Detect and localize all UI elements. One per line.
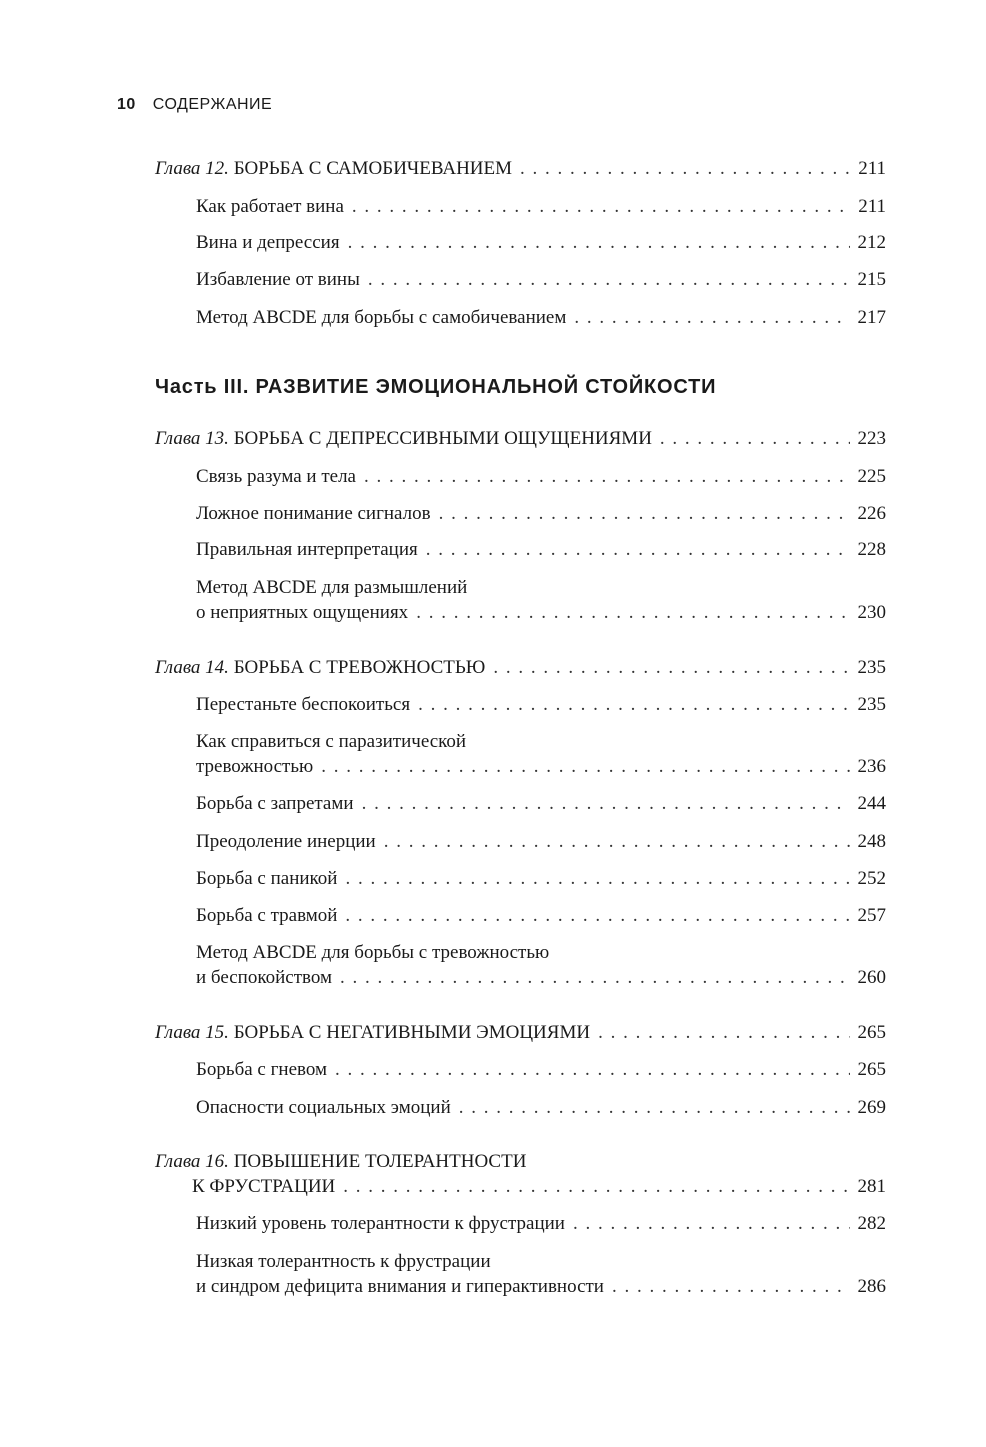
toc-section[interactable]: [196, 904, 886, 928]
page-ref: 230: [857, 602, 886, 623]
page-ref: 252: [857, 868, 886, 889]
toc-section[interactable]: [196, 268, 886, 292]
dot-leader: [439, 502, 850, 526]
dot-leader: [426, 538, 850, 562]
toc-section[interactable]: [196, 576, 886, 625]
page-ref: 265: [857, 1059, 886, 1080]
dot-leader: [612, 1275, 850, 1299]
page-ref: 211: [858, 196, 886, 217]
section-title: Метод ABCDE для борьбы с самобичеванием: [196, 307, 567, 328]
toc-section[interactable]: [196, 1250, 886, 1299]
dot-leader: [493, 656, 850, 680]
toc-section[interactable]: [196, 941, 886, 990]
dot-leader: [343, 1175, 850, 1199]
page-ref: 236: [857, 756, 886, 777]
toc-section[interactable]: [196, 502, 886, 526]
toc-section[interactable]: [196, 830, 886, 854]
dot-leader: [340, 966, 850, 990]
page-ref: 269: [857, 1097, 886, 1118]
section-title-line2: и синдром дефицита внимания и гиперактивности: [196, 1276, 604, 1297]
page-ref: 244: [857, 793, 886, 814]
section-title-line2: о неприятных ощущениях: [196, 602, 409, 623]
page-ref: 215: [857, 269, 886, 290]
section-title: Борьба с паникой: [196, 868, 338, 889]
dot-leader: [352, 195, 850, 219]
page-ref: 212: [857, 232, 886, 253]
section-title: Преодоление инерции: [196, 831, 376, 852]
section-title-line1: Метод ABCDE для размышлений: [196, 577, 468, 598]
page-ref: 211: [858, 158, 886, 179]
page-ref: 228: [857, 539, 886, 560]
section-title: Связь разума и тела: [196, 466, 356, 487]
toc-section[interactable]: [196, 231, 886, 255]
toc-chapter-16[interactable]: [155, 1150, 886, 1199]
toc-section[interactable]: [196, 1058, 886, 1082]
dot-leader: [368, 268, 850, 292]
page-ref: 226: [857, 503, 886, 524]
toc-section[interactable]: [196, 538, 886, 562]
dot-leader: [335, 1058, 850, 1082]
chapter-title-line1: ПОВЫШЕНИЕ ТОЛЕРАНТНОСТИ: [233, 1151, 527, 1172]
page-ref: 281: [857, 1176, 886, 1197]
dot-leader: [573, 1212, 850, 1236]
chapter-title: БОРЬБА С НЕГАТИВНЫМИ ЭМОЦИЯМИ: [233, 1022, 591, 1043]
dot-leader: [574, 306, 850, 330]
section-title: Правильная интерпретация: [196, 539, 418, 560]
toc-section[interactable]: [196, 867, 886, 891]
toc-section[interactable]: [196, 195, 886, 219]
section-title-line2: тревожностью: [196, 756, 314, 777]
chapter-label: Глава 13.: [155, 428, 229, 449]
dot-leader: [416, 601, 850, 625]
dot-leader: [345, 867, 850, 891]
dot-leader: [348, 231, 850, 255]
page-ref: 286: [857, 1276, 886, 1297]
toc-chapter-15[interactable]: [155, 1021, 886, 1045]
running-head-title: СОДЕРЖАНИЕ: [152, 96, 273, 113]
dot-leader: [520, 157, 850, 181]
toc-chapter-12[interactable]: [155, 157, 886, 181]
part-heading: Часть III. РАЗВИТИЕ ЭМОЦИОНАЛЬНОЙ СТОЙКОСТИ: [155, 376, 717, 398]
page-ref: 248: [857, 831, 886, 852]
chapter-label: Глава 14.: [155, 657, 229, 678]
toc-chapter-13[interactable]: [155, 427, 886, 451]
section-title: Перестаньте беспокоиться: [196, 694, 411, 715]
page-ref: 260: [857, 967, 886, 988]
dot-leader: [362, 792, 850, 816]
dot-leader: [459, 1096, 850, 1120]
section-title-line1: Низкая толерантность к фрустрации: [196, 1251, 491, 1272]
page-ref: 265: [857, 1022, 886, 1043]
toc-section[interactable]: [196, 306, 886, 330]
dot-leader: [418, 693, 850, 717]
dot-leader: [598, 1021, 850, 1045]
section-title-line1: Метод ABCDE для борьбы с тревожностью: [196, 942, 550, 963]
dot-leader: [660, 427, 850, 451]
section-title: Опасности социальных эмоций: [196, 1097, 451, 1118]
dot-leader: [384, 830, 850, 854]
section-title: Низкий уровень толерантности к фрустрации: [196, 1213, 565, 1234]
toc-section[interactable]: [196, 792, 886, 816]
chapter-label: Глава 15.: [155, 1022, 229, 1043]
chapter-title: БОРЬБА С ДЕПРЕССИВНЫМИ ОЩУЩЕНИЯМИ: [233, 428, 652, 449]
page-ref: 282: [857, 1213, 886, 1234]
toc-section[interactable]: [196, 730, 886, 779]
section-title: Как работает вина: [196, 196, 344, 217]
section-title: Борьба с гневом: [196, 1059, 328, 1080]
toc-section[interactable]: [196, 465, 886, 489]
section-title: Борьба с запретами: [196, 793, 354, 814]
section-title: Вина и депрессия: [196, 232, 340, 253]
chapter-label: Глава 16.: [155, 1151, 229, 1172]
toc-section[interactable]: [196, 1096, 886, 1120]
page-ref: 235: [857, 657, 886, 678]
toc-section[interactable]: [196, 1212, 886, 1236]
section-title-line2: и беспокойством: [196, 967, 333, 988]
page-ref: 217: [857, 307, 886, 328]
page-ref: 235: [857, 694, 886, 715]
chapter-title: БОРЬБА С САМОБИЧЕВАНИЕМ: [233, 158, 513, 179]
page-ref: 225: [857, 466, 886, 487]
dot-leader: [345, 904, 850, 928]
dot-leader: [321, 755, 850, 779]
section-title-line1: Как справиться с паразитической: [196, 731, 467, 752]
page-ref: 257: [857, 905, 886, 926]
section-title: Избавление от вины: [196, 269, 360, 290]
section-title: Ложное понимание сигналов: [196, 503, 431, 524]
page-ref: 223: [857, 428, 886, 449]
toc-section[interactable]: [196, 693, 886, 717]
chapter-title-line2: К ФРУСТРАЦИИ: [192, 1176, 336, 1197]
chapter-title: БОРЬБА С ТРЕВОЖНОСТЬЮ: [233, 657, 486, 678]
chapter-label: Глава 12.: [155, 158, 229, 179]
page-number: 10: [117, 96, 136, 113]
toc-chapter-14[interactable]: [155, 656, 886, 680]
section-title: Борьба с травмой: [196, 905, 338, 926]
dot-leader: [364, 465, 850, 489]
